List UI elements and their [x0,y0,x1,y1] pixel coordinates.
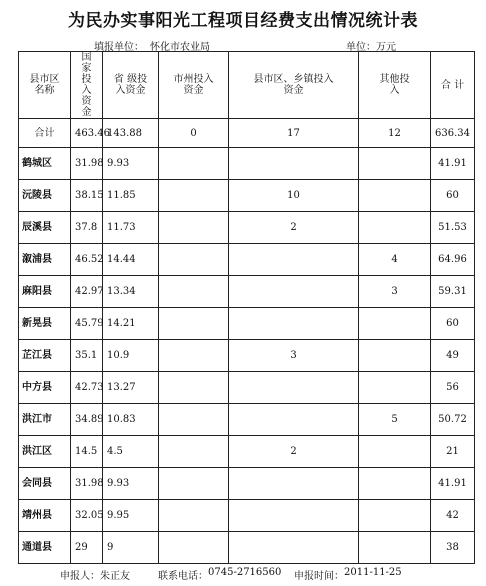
total-county: 17 [229,119,359,148]
provincial-funds-cell: 11.85 [103,180,159,212]
provincial-funds-cell: 10.83 [103,404,159,436]
table-row [19,212,475,244]
county-township-funds-cell: 3 [229,340,359,372]
row-sum-cell: 64.96 [431,244,475,276]
national-funds-cell: 45.79 [71,308,103,340]
county-township-funds-cell [229,148,359,180]
city-funds-cell [159,212,229,244]
county-township-funds-cell: 2 [229,212,359,244]
other-funds-cell [359,532,431,564]
header-sum: 合 计 [431,52,475,119]
row-sum-cell: 56 [431,372,475,404]
reporter-name: 朱正友 [100,571,130,582]
county-township-funds-cell [229,372,359,404]
phone-number: 0745-2716560 [208,567,282,578]
other-funds-cell [359,308,431,340]
national-funds-cell: 38.15 [71,180,103,212]
county-township-funds-cell [229,276,359,308]
reporter-label: 申报人： [60,571,100,582]
other-funds-cell [359,148,431,180]
provincial-funds-cell: 11.73 [103,212,159,244]
other-funds-cell: 3 [359,276,431,308]
other-funds-cell: 4 [359,244,431,276]
city-funds-cell [159,276,229,308]
currency-unit-label: 单位： [346,42,376,53]
county-township-funds-cell [229,532,359,564]
table-row [19,244,475,276]
header-national-funds: 国家投入资金 [71,52,103,119]
other-funds-cell [359,212,431,244]
phone-label: 联系电话： [158,571,208,582]
county-name-cell: 鹤城区 [19,148,71,180]
national-funds-cell: 42.97 [71,276,103,308]
total-sum: 636.34 [431,119,475,148]
county-name-cell: 洪江区 [19,436,71,468]
national-funds-cell: 34.89 [71,404,103,436]
county-name-cell: 溆浦县 [19,244,71,276]
expense-table [18,51,475,564]
provincial-funds-cell: 9.93 [103,148,159,180]
county-township-funds-cell [229,308,359,340]
row-sum-cell: 60 [431,180,475,212]
county-name-cell: 沅陵县 [19,180,71,212]
header-county-name: 县市区名称 [19,52,71,119]
city-funds-cell [159,468,229,500]
total-label: 合计 [19,119,71,148]
provincial-funds-cell: 13.34 [103,276,159,308]
county-township-funds-cell: 2 [229,436,359,468]
provincial-funds-cell: 10.9 [103,340,159,372]
table-row [19,308,475,340]
currency-unit-value: 万元 [376,42,396,53]
provincial-funds-cell: 14.44 [103,244,159,276]
table-row [19,436,475,468]
county-name-cell: 芷江县 [19,340,71,372]
total-provincial: 143.88 [103,119,159,148]
row-sum-cell: 49 [431,340,475,372]
table-row [19,500,475,532]
city-funds-cell [159,372,229,404]
provincial-funds-cell: 13.27 [103,372,159,404]
city-funds-cell [159,180,229,212]
total-row [19,119,475,148]
other-funds-cell: 5 [359,404,431,436]
total-national: 463.46 [71,119,103,148]
row-sum-cell: 41.91 [431,148,475,180]
row-sum-cell: 50.72 [431,404,475,436]
table-row [19,372,475,404]
table-row [19,148,475,180]
total-city: 0 [159,119,229,148]
county-township-funds-cell [229,500,359,532]
national-funds-cell: 29 [71,532,103,564]
reporting-unit-label: 填报单位： [94,42,144,53]
city-funds-cell [159,532,229,564]
national-funds-cell: 37.8 [71,212,103,244]
provincial-funds-cell: 14.21 [103,308,159,340]
reporting-unit-value: 怀化市农业局 [150,42,210,53]
county-township-funds-cell [229,468,359,500]
county-name-cell: 新晃县 [19,308,71,340]
city-funds-cell [159,244,229,276]
county-name-cell: 通道县 [19,532,71,564]
city-funds-cell [159,148,229,180]
table-row [19,532,475,564]
table-row [19,404,475,436]
page-title: 为民办实事阳光工程项目经费支出情况统计表 [68,11,418,31]
table-row [19,180,475,212]
total-other: 12 [359,119,431,148]
table-row [19,340,475,372]
city-funds-cell [159,340,229,372]
table-row [19,276,475,308]
header-other-funds: 其他投入 [359,52,431,119]
city-funds-cell [159,308,229,340]
row-sum-cell: 42 [431,500,475,532]
provincial-funds-cell: 9.95 [103,500,159,532]
other-funds-cell [359,340,431,372]
city-funds-cell [159,436,229,468]
table-row [19,468,475,500]
row-sum-cell: 21 [431,436,475,468]
header-provincial-funds: 省 级投入资金 [103,52,159,119]
county-township-funds-cell [229,404,359,436]
header-city-funds: 市州投入资金 [159,52,229,119]
other-funds-cell [359,180,431,212]
row-sum-cell: 51.53 [431,212,475,244]
header-county-township-funds: 县市区、乡镇投入资金 [229,52,359,119]
city-funds-cell [159,500,229,532]
row-sum-cell: 38 [431,532,475,564]
other-funds-cell [359,372,431,404]
county-name-cell: 麻阳县 [19,276,71,308]
other-funds-cell [359,436,431,468]
national-funds-cell: 14.5 [71,436,103,468]
national-funds-cell: 31.98 [71,468,103,500]
provincial-funds-cell: 9 [103,532,159,564]
report-date: 2011-11-25 [344,567,402,578]
row-sum-cell: 41.91 [431,468,475,500]
county-name-cell: 辰溪县 [19,212,71,244]
report-date-label: 申报时间： [294,571,344,582]
national-funds-cell: 35.1 [71,340,103,372]
row-sum-cell: 59.31 [431,276,475,308]
provincial-funds-cell: 4.5 [103,436,159,468]
county-name-cell: 靖州县 [19,500,71,532]
table-header-row [19,52,475,119]
national-funds-cell: 42.73 [71,372,103,404]
county-name-cell: 洪江市 [19,404,71,436]
other-funds-cell [359,500,431,532]
other-funds-cell [359,468,431,500]
national-funds-cell: 32.05 [71,500,103,532]
city-funds-cell [159,404,229,436]
county-name-cell: 中方县 [19,372,71,404]
national-funds-cell: 31.98 [71,148,103,180]
county-township-funds-cell: 10 [229,180,359,212]
row-sum-cell: 60 [431,308,475,340]
county-name-cell: 会同县 [19,468,71,500]
national-funds-cell: 46.52 [71,244,103,276]
county-township-funds-cell [229,244,359,276]
provincial-funds-cell: 9.93 [103,468,159,500]
